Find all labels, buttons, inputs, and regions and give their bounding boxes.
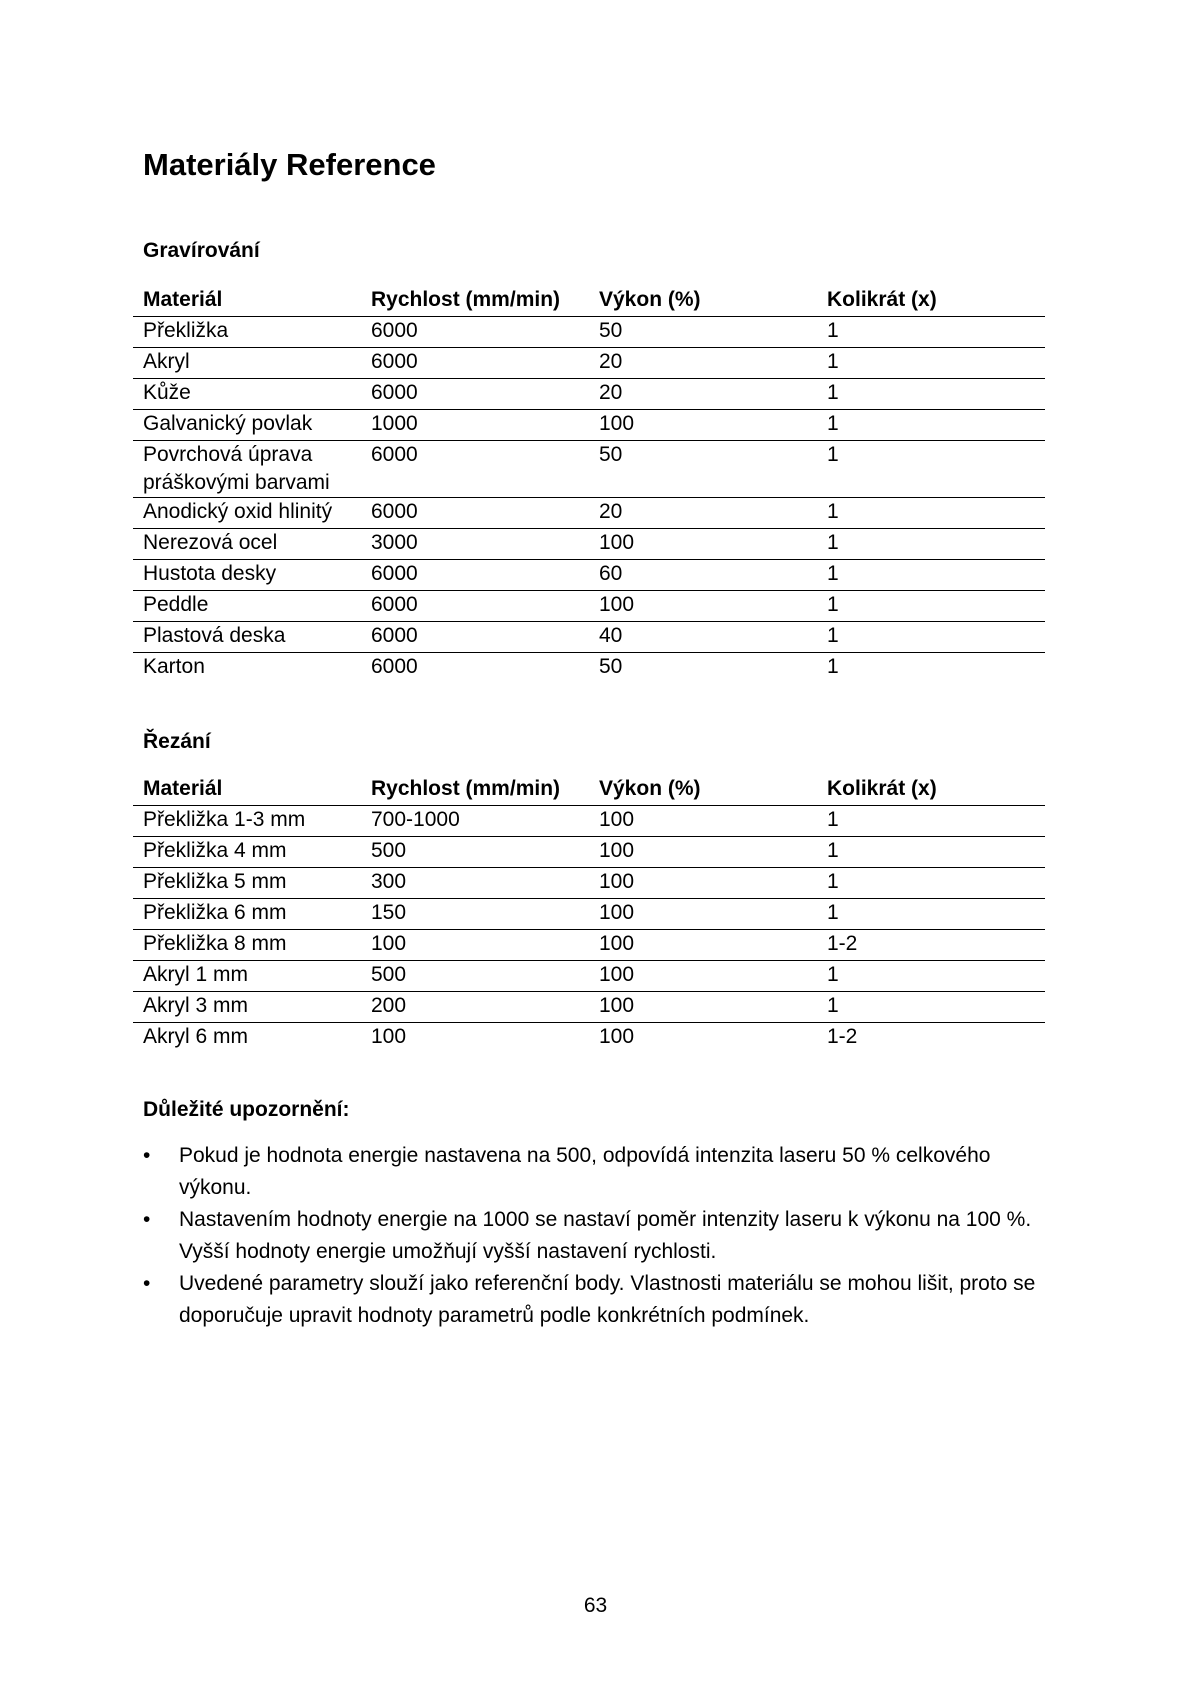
- table-row: [133, 441, 1045, 498]
- cell-passes: 1-2: [817, 930, 1045, 961]
- column-header: Rychlost (mm/min): [361, 286, 589, 317]
- cell-speed: 6000: [361, 317, 589, 348]
- cell-passes: 1: [817, 410, 1045, 441]
- cell-material: Překližka 4 mm: [133, 837, 361, 868]
- table-row: [133, 498, 1045, 529]
- cell-speed: 6000: [361, 498, 589, 529]
- table-row: [133, 961, 1045, 992]
- table-row: [133, 837, 1045, 868]
- bullet-icon: •: [143, 1208, 151, 1231]
- list-item: [143, 1268, 1053, 1332]
- cell-material: Anodický oxid hlinitý: [133, 498, 361, 529]
- cell-material: Hustota desky: [133, 560, 361, 591]
- table-header-row: [133, 775, 1045, 806]
- cell-power: 100: [589, 930, 817, 961]
- table-row: [133, 930, 1045, 961]
- cell-material: Karton: [143, 655, 205, 678]
- cell-material: Plastová deska: [133, 622, 361, 653]
- cell-power: 40: [589, 622, 817, 653]
- table-row: [133, 379, 1045, 410]
- cell-power: 100: [589, 806, 817, 837]
- table-row: [133, 622, 1045, 653]
- cell-passes: 1: [817, 622, 1045, 653]
- cell-power: 100: [589, 837, 817, 868]
- cell-power: 20: [589, 379, 817, 410]
- cell-speed: 6000: [361, 348, 589, 379]
- bullet-icon: •: [143, 1144, 151, 1167]
- notes-list: [143, 1140, 1053, 1332]
- table-row: [133, 348, 1045, 379]
- table-row: [133, 806, 1045, 837]
- cell-power: 100: [599, 1025, 635, 1048]
- cell-speed: 500: [361, 961, 589, 992]
- cell-material: Překližka 6 mm: [133, 899, 361, 930]
- cell-passes: 1-2: [827, 1025, 858, 1048]
- cell-material: Galvanický povlak: [133, 410, 361, 441]
- column-header: Rychlost (mm/min): [361, 775, 589, 806]
- page-number: 63: [583, 1594, 608, 1617]
- cell-speed: 100: [361, 930, 589, 961]
- cell-material: Akryl 6 mm: [143, 1025, 248, 1048]
- cell-material: Akryl 1 mm: [133, 961, 361, 992]
- cell-passes: 1: [817, 868, 1045, 899]
- table-row: [133, 529, 1045, 560]
- cell-power: 20: [589, 348, 817, 379]
- column-header: Kolikrát (x): [817, 775, 1045, 806]
- column-header: Výkon (%): [589, 286, 817, 317]
- cell-passes: 1: [817, 992, 1045, 1023]
- cell-passes: 1: [817, 591, 1045, 622]
- cell-power: 100: [589, 961, 817, 992]
- cell-power: 100: [589, 868, 817, 899]
- engraving-heading: Gravírování: [143, 239, 260, 262]
- cell-material: Kůže: [133, 379, 361, 410]
- cell-power: 20: [589, 498, 817, 529]
- list-item: [143, 1204, 1053, 1268]
- note-text: Nastavením hodnoty energie na 1000 se nastaví poměr intenzity laseru k výkonu na 100 %. Vyšší hodnoty energie umožňují vyšší nastavení rychlosti.: [179, 1208, 1032, 1263]
- table-row: [133, 992, 1045, 1023]
- table-row: [133, 899, 1045, 930]
- cell-passes: 1: [827, 655, 839, 678]
- bullet-icon: •: [143, 1272, 151, 1295]
- cell-speed: 150: [361, 899, 589, 930]
- table-header-row: [133, 286, 1045, 317]
- cutting-table: [133, 775, 1045, 1053]
- cell-material: Nerezová ocel: [133, 529, 361, 560]
- cell-speed: 300: [361, 868, 589, 899]
- page-title: Materiály Reference: [143, 147, 436, 182]
- cell-power: 60: [589, 560, 817, 591]
- cell-material: Akryl 3 mm: [133, 992, 361, 1023]
- cell-speed: 1000: [361, 410, 589, 441]
- engraving-table: [133, 286, 1045, 683]
- cell-speed: 6000: [361, 591, 589, 622]
- cell-power: 100: [589, 410, 817, 441]
- cell-passes: 1: [817, 899, 1045, 930]
- cutting-heading: Řezání: [143, 730, 211, 753]
- table-row: [133, 1023, 1045, 1054]
- cell-speed: 6000: [361, 622, 589, 653]
- note-text: Uvedené parametry slouží jako referenční body. Vlastnosti materiálu se mohou lišit, proto se doporučuje upravit hodnoty parametrů podle konkrétních podmínek.: [179, 1272, 1036, 1327]
- cell-speed: 200: [361, 992, 589, 1023]
- table-row: [133, 868, 1045, 899]
- column-header: Materiál: [133, 775, 361, 806]
- cell-passes: 1: [817, 961, 1045, 992]
- cell-speed: 6000: [361, 560, 589, 591]
- column-header: Výkon (%): [589, 775, 817, 806]
- table-row: [133, 591, 1045, 622]
- cell-passes: 1: [817, 529, 1045, 560]
- cell-speed: 700-1000: [361, 806, 589, 837]
- cell-speed: 100: [371, 1025, 407, 1048]
- notes-heading: Důležité upozornění:: [143, 1098, 350, 1121]
- cell-material: Překližka: [133, 317, 361, 348]
- cell-power: 100: [589, 899, 817, 930]
- table-row: [133, 410, 1045, 441]
- cell-passes: 1: [817, 317, 1045, 348]
- cell-passes: 1: [817, 441, 1045, 498]
- list-item: [143, 1140, 1053, 1204]
- cell-power: 100: [589, 529, 817, 560]
- cell-passes: 1: [817, 348, 1045, 379]
- cell-power: 100: [589, 992, 817, 1023]
- cell-passes: 1: [817, 498, 1045, 529]
- cell-material: Překližka 1-3 mm: [133, 806, 361, 837]
- cell-material: Povrchová úprava práškovými barvami: [133, 441, 361, 498]
- note-text: Pokud je hodnota energie nastavena na 500, odpovídá intenzita laseru 50 % celkového výkonu.: [179, 1144, 991, 1199]
- cell-power: 50: [599, 655, 623, 678]
- cell-speed: 6000: [361, 379, 589, 410]
- cell-passes: 1: [817, 379, 1045, 410]
- cell-passes: 1: [817, 837, 1045, 868]
- table-row: [133, 653, 1045, 684]
- cell-speed: 6000: [361, 441, 589, 498]
- cell-material: Akryl: [133, 348, 361, 379]
- cell-material: Překližka 8 mm: [133, 930, 361, 961]
- cell-speed: 500: [361, 837, 589, 868]
- cell-passes: 1: [817, 806, 1045, 837]
- column-header: Kolikrát (x): [817, 286, 1045, 317]
- cell-power: 50: [589, 317, 817, 348]
- column-header: Materiál: [133, 286, 361, 317]
- table-row: [133, 317, 1045, 348]
- table-row: [133, 560, 1045, 591]
- cell-material: Peddle: [133, 591, 361, 622]
- cell-power: 100: [589, 591, 817, 622]
- cell-speed: 3000: [361, 529, 589, 560]
- cell-speed: 6000: [371, 655, 418, 678]
- cell-passes: 1: [817, 560, 1045, 591]
- cell-power: 50: [589, 441, 817, 498]
- cell-material: Překližka 5 mm: [133, 868, 361, 899]
